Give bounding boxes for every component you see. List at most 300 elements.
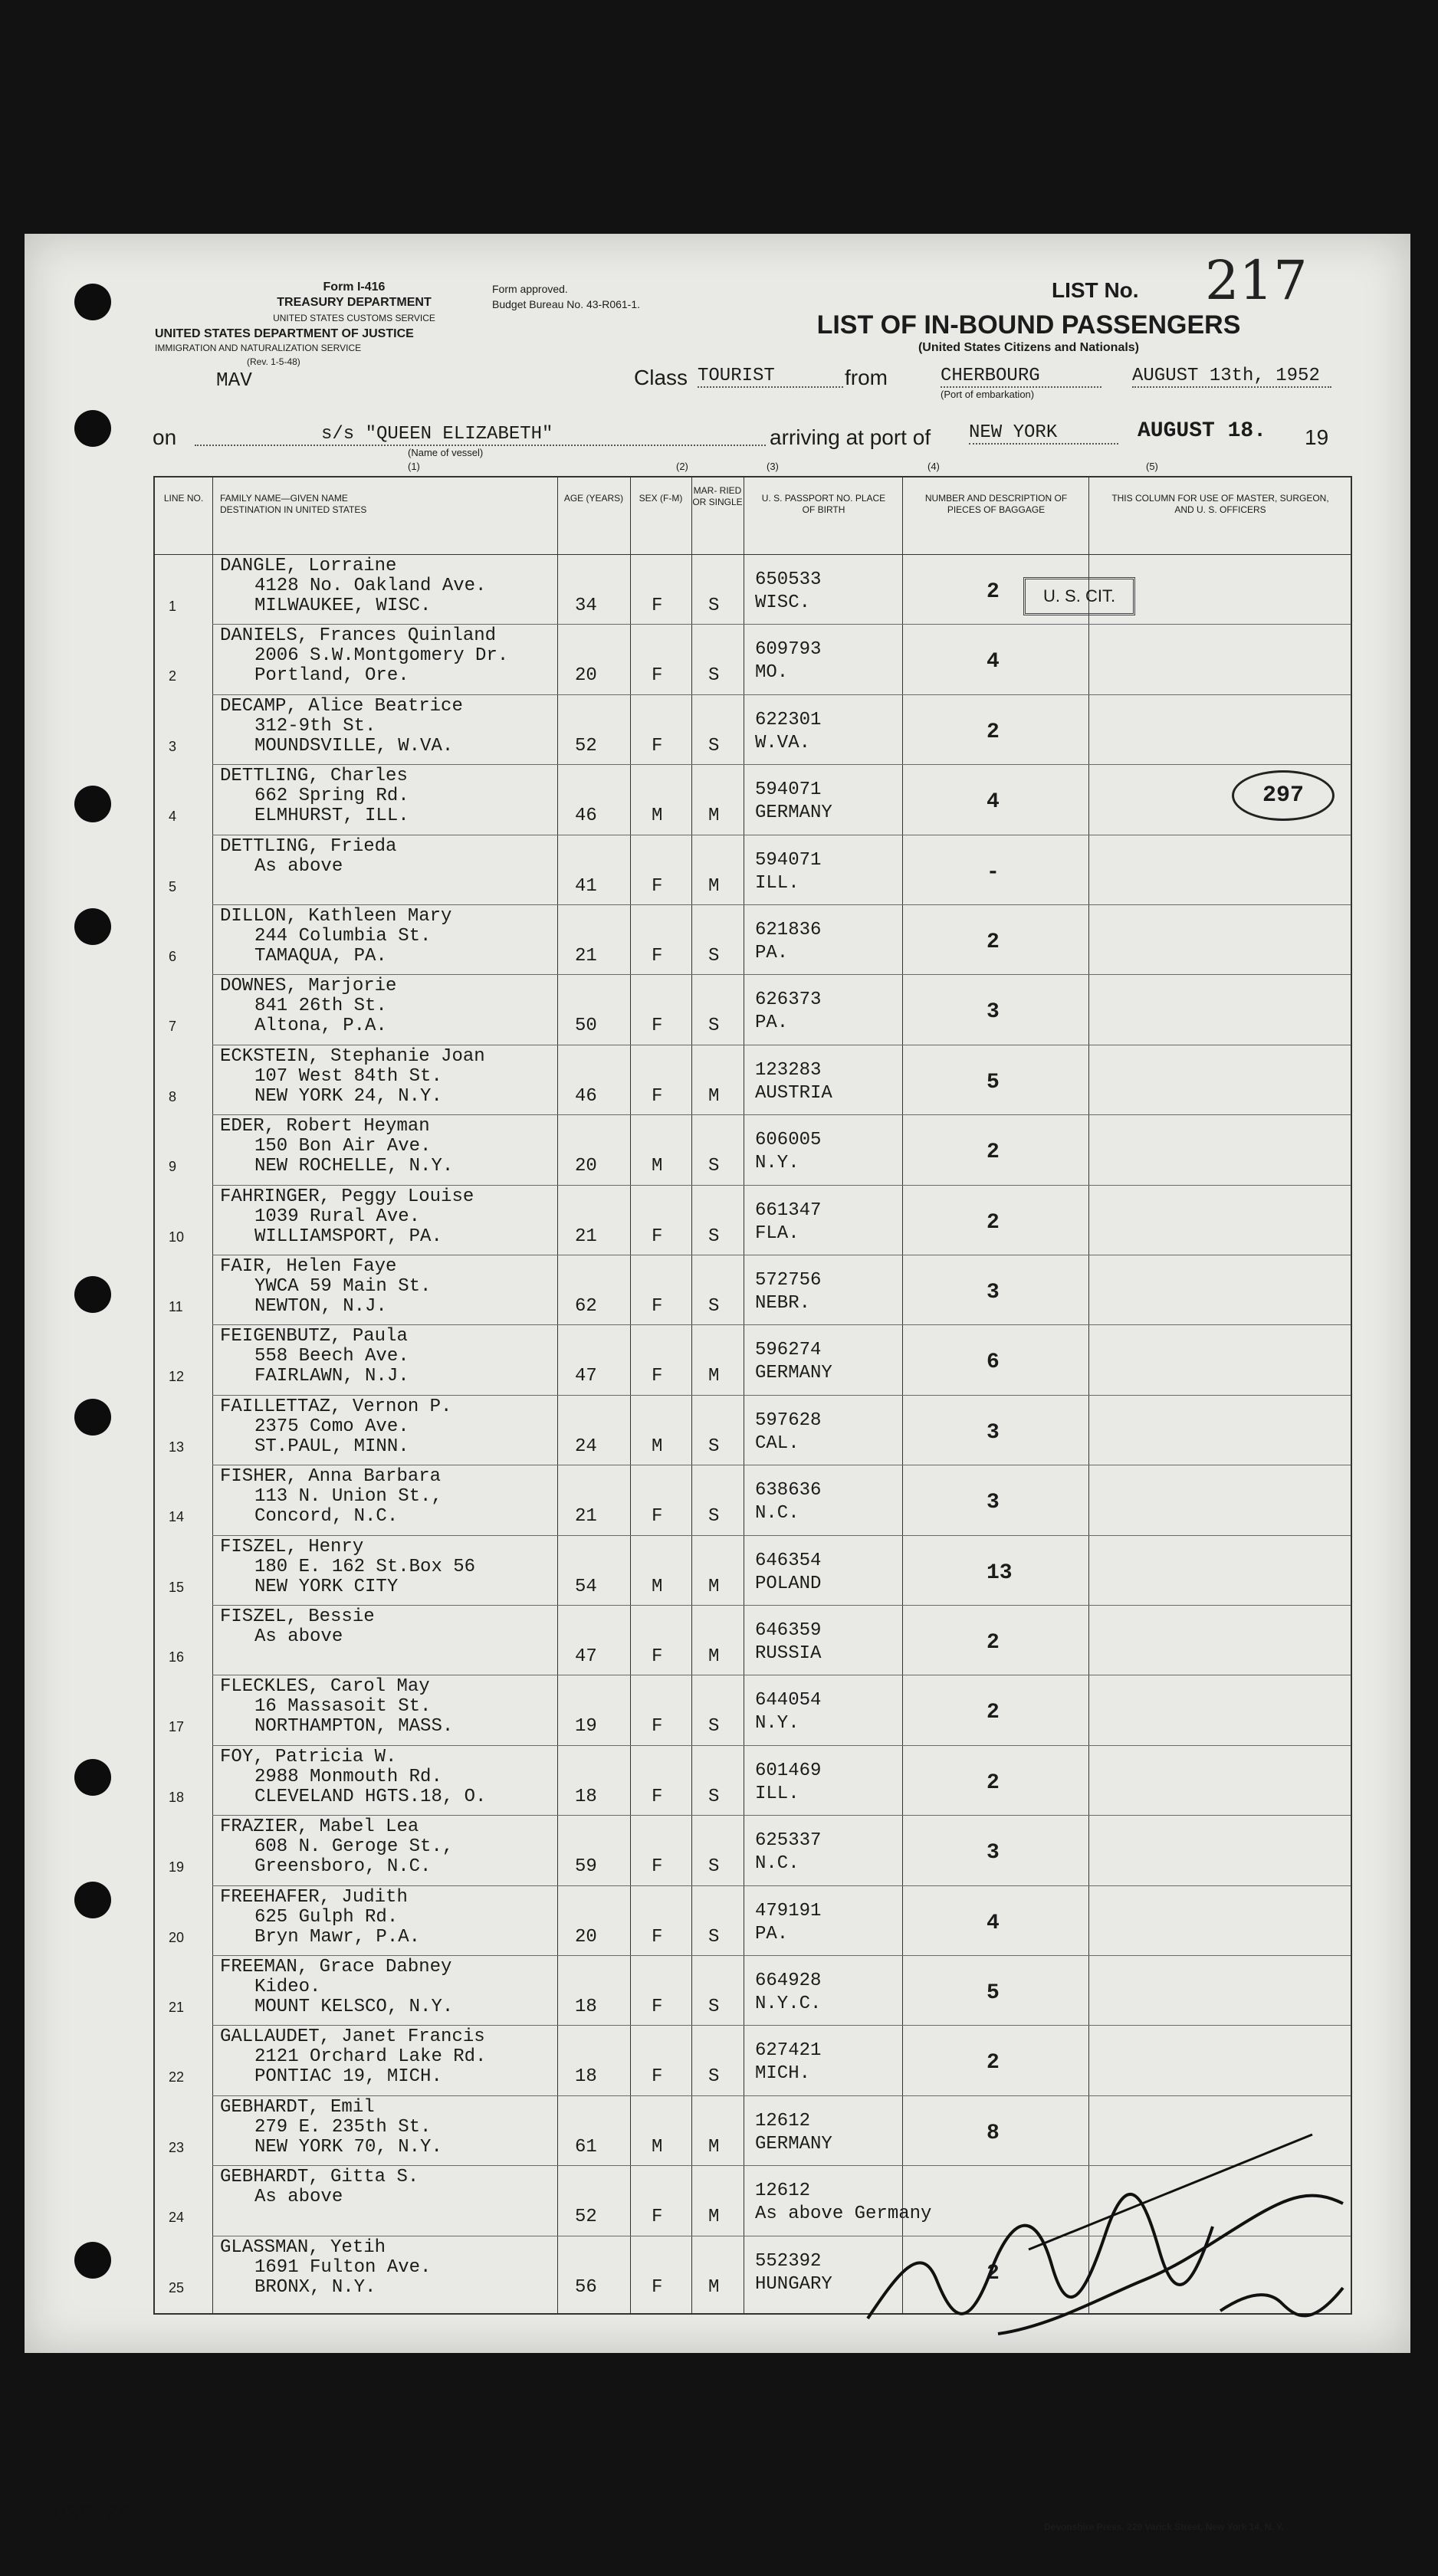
- address-line: 4128 No. Oakland Ave.: [254, 576, 487, 596]
- address-line: 2006 S.W.Montgomery Dr.: [254, 645, 509, 667]
- baggage-count: 4: [987, 1911, 1000, 1935]
- passenger-name: GEBHARDT, Gitta S.: [220, 2167, 419, 2188]
- marital-status: S: [708, 1436, 720, 1457]
- passenger-name: FLECKLES, Carol May: [220, 1676, 430, 1698]
- line-number: 1: [169, 599, 177, 614]
- age-value: 52: [575, 2207, 597, 2228]
- marital-status: S: [708, 1856, 720, 1878]
- place-of-birth: RUSSIA: [755, 1643, 822, 1664]
- passenger-name: FOY, Patricia W.: [220, 1746, 397, 1767]
- sex-value: F: [652, 946, 663, 966]
- place-of-birth: GERMANY: [755, 2133, 832, 2154]
- line-number: 17: [169, 1719, 185, 1735]
- marital-status: S: [708, 1156, 720, 1177]
- age-value: 21: [575, 1506, 597, 1528]
- baggage-count: 3: [987, 1841, 1000, 1866]
- marital-status: S: [708, 1506, 720, 1528]
- arrival-port: NEW YORK: [969, 422, 1118, 445]
- baggage-count: 13: [987, 1560, 1013, 1585]
- city-line: Greensboro, N.C.: [254, 1856, 432, 1878]
- age-value: 20: [575, 1156, 597, 1177]
- passport-number: 626373: [755, 989, 822, 1011]
- table-row: [155, 1465, 1351, 1534]
- table-row: [155, 1745, 1351, 1815]
- marital-status: S: [708, 1926, 720, 1948]
- age-value: 18: [575, 1786, 597, 1807]
- address-line: 841 26th St.: [254, 996, 387, 1017]
- table-row: [155, 1114, 1351, 1184]
- place-of-birth: N.Y.: [755, 1713, 799, 1734]
- marital-status: M: [708, 2276, 720, 2298]
- city-line: NEWTON, N.J.: [254, 1296, 387, 1317]
- address-line: 113 N. Union St.,: [254, 1486, 442, 1508]
- passenger-name: EDER, Robert Heyman: [220, 1116, 430, 1137]
- place-of-birth: PA.: [755, 1012, 789, 1034]
- baggage-count: 2: [987, 580, 1000, 604]
- passport-number: 12612: [755, 2110, 811, 2131]
- baggage-count: 2: [987, 930, 1000, 954]
- place-of-birth: MO.: [755, 662, 789, 684]
- address-line: 16 Massasoit St.: [254, 1696, 432, 1718]
- age-value: 47: [575, 1646, 597, 1667]
- vessel-caption: (Name of vessel): [408, 447, 484, 458]
- line-number: 11: [169, 1299, 183, 1314]
- age-value: 41: [575, 875, 597, 897]
- table-row: [155, 1185, 1351, 1255]
- city-line: Concord, N.C.: [254, 1506, 399, 1528]
- us-cit-stamp: U. S. CIT.: [1023, 577, 1135, 615]
- age-value: 52: [575, 735, 597, 756]
- place-of-birth: FLA.: [755, 1222, 799, 1244]
- line-number: 9: [169, 1159, 177, 1175]
- place-of-birth: PA.: [755, 1923, 789, 1944]
- passenger-name: ECKSTEIN, Stephanie Joan: [220, 1045, 485, 1067]
- line-number: 14: [169, 1509, 185, 1525]
- address-line: 180 E. 162 St.Box 56: [254, 1556, 476, 1577]
- city-line: NEW ROCHELLE, N.Y.: [254, 1156, 454, 1177]
- place-of-birth: MICH.: [755, 2063, 811, 2085]
- table-row: [155, 835, 1351, 904]
- table-row: [155, 554, 1351, 624]
- document-sheet: [25, 234, 1410, 2532]
- passport-number: 572756: [755, 1270, 822, 1291]
- city-line: Bryn Mawr, P.A.: [254, 1926, 421, 1948]
- punch-hole: [74, 1399, 111, 1436]
- city-line: NEW YORK 24, N.Y.: [254, 1085, 442, 1107]
- punch-hole: [74, 1882, 111, 1918]
- city-line: CLEVELAND HGTS.18, O.: [254, 1786, 487, 1807]
- printer-imprint: Devonshire Press, 229 Varick Street, New York 14, N. Y.: [1044, 2522, 1284, 2532]
- age-value: 21: [575, 946, 597, 966]
- arrival-date: AUGUST 18.: [1138, 419, 1267, 443]
- baggage-count: 5: [987, 1070, 1000, 1094]
- place-of-birth: N.C.: [755, 1853, 799, 1875]
- col-header-married: MAR- RIED OR SINGLE: [692, 485, 743, 507]
- baggage-count: 3: [987, 1420, 1000, 1445]
- sex-value: F: [652, 1646, 663, 1667]
- line-number: 22: [169, 2069, 185, 2085]
- table-row: [155, 2025, 1351, 2095]
- line-number: 23: [169, 2139, 185, 2155]
- sex-value: F: [652, 1716, 663, 1738]
- marital-status: S: [708, 1226, 720, 1247]
- line-number: 20: [169, 1929, 185, 1945]
- passenger-name: FREEHAFER, Judith: [220, 1886, 408, 1908]
- passport-number: 594071: [755, 849, 822, 871]
- city-line: NEW YORK 70, N.Y.: [254, 2136, 442, 2158]
- age-value: 54: [575, 1576, 597, 1597]
- form-approved: Form approved. Budget Bureau No. 43-R061-1.: [492, 283, 641, 310]
- address-line: 608 N. Geroge St.,: [254, 1836, 454, 1858]
- address-line: 2988 Monmouth Rd.: [254, 1766, 442, 1787]
- passenger-name: FAHRINGER, Peggy Louise: [220, 1186, 474, 1207]
- baggage-count: 2: [987, 2261, 1000, 2286]
- list-no-label: LIST No.: [1052, 278, 1139, 302]
- address-line: As above: [254, 855, 343, 877]
- marital-status: M: [708, 1366, 720, 1387]
- marital-status: S: [708, 946, 720, 966]
- list-no-value: 217: [1205, 249, 1308, 312]
- passport-number: 123283: [755, 1059, 822, 1081]
- address-line: 107 West 84th St.: [254, 1065, 442, 1087]
- city-line: MOUNDSVILLE, W.VA.: [254, 735, 454, 756]
- vessel-name: s/s "QUEEN ELIZABETH": [195, 424, 766, 446]
- age-value: 56: [575, 2276, 597, 2298]
- city-line: TAMAQUA, PA.: [254, 946, 387, 966]
- table-row: [155, 1535, 1351, 1605]
- age-value: 46: [575, 1085, 597, 1107]
- line-number: 16: [169, 1649, 185, 1665]
- signature-scribble: [852, 2104, 1389, 2349]
- line-number: 3: [169, 738, 177, 754]
- passenger-name: FISZEL, Bessie: [220, 1606, 375, 1627]
- age-value: 20: [575, 665, 597, 687]
- place-of-birth: GERMANY: [755, 1363, 832, 1384]
- baggage-count: 3: [987, 1281, 1000, 1304]
- passport-number: 625337: [755, 1830, 822, 1852]
- age-value: 34: [575, 596, 597, 616]
- from-value: CHERBOURG: [941, 366, 1101, 388]
- address-line: 662 Spring Rd.: [254, 786, 409, 807]
- sex-value: F: [652, 1296, 663, 1317]
- sex-value: F: [652, 596, 663, 616]
- sex-value: F: [652, 1085, 663, 1107]
- passenger-name: DOWNES, Marjorie: [220, 976, 397, 997]
- passenger-name: DANIELS, Frances Quinland: [220, 625, 497, 647]
- marital-status: S: [708, 1997, 720, 2017]
- sex-value: F: [652, 1226, 663, 1247]
- punch-hole: [74, 1276, 111, 1313]
- sex-value: F: [652, 1856, 663, 1878]
- place-of-birth: PA.: [755, 943, 789, 963]
- line-number: 21: [169, 2000, 185, 2015]
- sex-value: F: [652, 1786, 663, 1807]
- usc-mark: USC.25.: [54, 2502, 144, 2526]
- punch-hole: [74, 908, 111, 945]
- passenger-name: DILLON, Kathleen Mary: [220, 906, 452, 927]
- col-header-name: FAMILY NAME—GIVEN NAME DESTINATION IN UNITED STATES: [220, 493, 367, 515]
- passenger-name: FISZEL, Henry: [220, 1536, 364, 1557]
- marital-status: S: [708, 735, 720, 756]
- address-line: 1691 Fulton Ave.: [254, 2256, 432, 2278]
- line-number: 8: [169, 1088, 177, 1104]
- passport-number: 479191: [755, 1900, 822, 1921]
- table-row: [155, 1395, 1351, 1465]
- table-row: [155, 974, 1351, 1044]
- age-value: 24: [575, 1436, 597, 1457]
- marital-status: S: [708, 1016, 720, 1037]
- table-row: [155, 1815, 1351, 1885]
- place-of-birth: HUNGARY: [755, 2273, 832, 2295]
- sex-value: F: [652, 2066, 663, 2088]
- punch-hole: [74, 1759, 111, 1796]
- table-row: [155, 1675, 1351, 1744]
- handwritten-mark: MAV: [216, 369, 252, 392]
- passport-number: 622301: [755, 709, 822, 730]
- table-row: [155, 1045, 1351, 1114]
- marital-status: M: [708, 1576, 720, 1597]
- place-of-birth: As above Germany: [755, 2204, 932, 2225]
- passport-number: 596274: [755, 1340, 822, 1361]
- age-value: 59: [575, 1856, 597, 1878]
- baggage-count: 5: [987, 1981, 1000, 2005]
- sex-value: F: [652, 2207, 663, 2228]
- passenger-name: GLASSMAN, Yetih: [220, 2236, 386, 2258]
- table-row: [155, 1605, 1351, 1675]
- passport-number: 621836: [755, 920, 822, 940]
- passport-number: 650533: [755, 569, 822, 590]
- address-line: 150 Bon Air Ave.: [254, 1136, 432, 1157]
- address-line: Kideo.: [254, 1977, 321, 1997]
- baggage-count: 2: [987, 720, 1000, 744]
- place-of-birth: W.VA.: [755, 732, 811, 753]
- age-value: 18: [575, 2066, 597, 2088]
- baggage-count: 2: [987, 1631, 1000, 1655]
- marital-status: M: [708, 2136, 720, 2158]
- passenger-name: DANGLE, Lorraine: [220, 556, 397, 576]
- col-header-baggage: NUMBER AND DESCRIPTION OF PIECES OF BAGGAGE: [924, 493, 1068, 515]
- baggage-count: 2: [987, 1210, 1000, 1235]
- line-number: 15: [169, 1579, 185, 1595]
- table-row: [155, 1955, 1351, 2025]
- col-header-officers: THIS COLUMN FOR USE OF MASTER, SURGEON, AND U. S. OFFICERS: [1111, 493, 1329, 515]
- baggage-count: 4: [987, 650, 1000, 674]
- passenger-name: FAIR, Helen Faye: [220, 1256, 397, 1277]
- address-line: 625 Gulph Rd.: [254, 1906, 399, 1928]
- passenger-name: FEIGENBUTZ, Paula: [220, 1326, 408, 1347]
- place-of-birth: WISC.: [755, 592, 811, 613]
- sex-value: M: [652, 1576, 663, 1597]
- address-line: 279 E. 235th St.: [254, 2116, 432, 2138]
- table-row: [155, 694, 1351, 764]
- baggage-count: 3: [987, 1000, 1000, 1025]
- city-line: MILWAUKEE, WISC.: [254, 596, 432, 616]
- address-line: 244 Columbia St.: [254, 926, 432, 947]
- city-line: Portland, Ore.: [254, 665, 409, 687]
- marital-status: S: [708, 1716, 720, 1738]
- passport-number: 627421: [755, 2040, 822, 2062]
- passport-number: 606005: [755, 1130, 822, 1151]
- passport-number: 609793: [755, 639, 822, 661]
- line-number: 25: [169, 2279, 185, 2295]
- passport-number: 664928: [755, 1971, 822, 1991]
- sex-value: F: [652, 665, 663, 687]
- place-of-birth: N.Y.C.: [755, 1994, 822, 2014]
- table-row: [155, 624, 1351, 694]
- line-number: 13: [169, 1439, 185, 1455]
- table-row: [155, 1324, 1351, 1394]
- passport-number: 646359: [755, 1620, 822, 1641]
- line-number: 4: [169, 809, 177, 825]
- col-num-4: (4): [927, 461, 940, 472]
- place-of-birth: ILL.: [755, 1783, 799, 1804]
- city-line: NORTHAMPTON, MASS.: [254, 1716, 454, 1738]
- punch-hole: [74, 410, 111, 447]
- form-identifier: Form I-416 TREASURY DEPARTMENT UNITED STATES CUSTOMS SERVICE: [273, 281, 435, 323]
- table-row: [155, 1255, 1351, 1324]
- passport-number: 601469: [755, 1760, 822, 1781]
- punch-hole: [74, 284, 111, 320]
- sex-value: F: [652, 1506, 663, 1528]
- marital-status: M: [708, 875, 720, 897]
- passenger-table: [153, 476, 1352, 2315]
- from-label: from: [845, 366, 888, 389]
- address-line: YWCA 59 Main St.: [254, 1276, 432, 1297]
- page-subtitle: (United States Citizens and Nationals): [918, 341, 1140, 354]
- sex-value: F: [652, 2276, 663, 2298]
- baggage-count: 8: [987, 2121, 1000, 2145]
- city-line: NEW YORK CITY: [254, 1576, 399, 1597]
- col-header-sex: SEX (F-M): [639, 493, 683, 504]
- line-number: 5: [169, 878, 177, 894]
- port-caption: (Port of embarkation): [941, 389, 1035, 400]
- sex-value: M: [652, 2136, 663, 2158]
- address-line: As above: [254, 2187, 343, 2208]
- sex-value: F: [652, 1016, 663, 1037]
- place-of-birth: NEBR.: [755, 1293, 811, 1314]
- city-line: BRONX, N.Y.: [254, 2276, 376, 2298]
- age-value: 47: [575, 1366, 597, 1387]
- line-number: 2: [169, 668, 177, 684]
- col-num-1: (1): [408, 461, 420, 472]
- passport-number: 646354: [755, 1550, 822, 1571]
- place-of-birth: CAL.: [755, 1432, 799, 1454]
- passenger-name: FREEMAN, Grace Dabney: [220, 1957, 452, 1977]
- place-of-birth: N.Y.: [755, 1153, 799, 1174]
- punch-hole: [74, 2242, 111, 2279]
- sex-value: M: [652, 1156, 663, 1177]
- passenger-name: DETTLING, Frieda: [220, 835, 397, 857]
- year-label: 19: [1305, 425, 1329, 449]
- city-line: Altona, P.A.: [254, 1016, 387, 1037]
- table-row: [155, 904, 1351, 974]
- city-line: FAIRLAWN, N.J.: [254, 1366, 409, 1387]
- city-line: PONTIAC 19, MICH.: [254, 2066, 442, 2088]
- age-value: 18: [575, 1997, 597, 2017]
- col-header-passport: U. S. PASSPORT NO. PLACE OF BIRTH: [761, 493, 886, 515]
- place-of-birth: POLAND: [755, 1573, 822, 1594]
- col-header-age: AGE (YEARS): [563, 493, 624, 504]
- marital-status: M: [708, 1085, 720, 1107]
- baggage-count: 4: [987, 790, 1000, 815]
- passenger-name: FISHER, Anna Barbara: [220, 1466, 442, 1488]
- age-value: 21: [575, 1226, 597, 1247]
- sex-value: F: [652, 875, 663, 897]
- sex-value: F: [652, 735, 663, 756]
- passport-number: 638636: [755, 1480, 822, 1501]
- address-line: 1039 Rural Ave.: [254, 1206, 421, 1227]
- address-line: 312-9th St.: [254, 715, 376, 737]
- passenger-name: DECAMP, Alice Beatrice: [220, 695, 463, 717]
- passport-number: 594071: [755, 779, 822, 801]
- marital-status: S: [708, 665, 720, 687]
- oval-stamp-number: 297: [1232, 770, 1335, 821]
- line-number: 24: [169, 2210, 185, 2226]
- line-number: 18: [169, 1789, 185, 1805]
- marital-status: S: [708, 1786, 720, 1807]
- sex-value: F: [652, 1926, 663, 1948]
- address-line: As above: [254, 1626, 343, 1647]
- passport-number: 597628: [755, 1409, 822, 1431]
- place-of-birth: ILL.: [755, 872, 799, 894]
- passenger-name: GALLAUDET, Janet Francis: [220, 2026, 485, 2048]
- sex-value: M: [652, 1436, 663, 1457]
- marital-status: M: [708, 2207, 720, 2228]
- passenger-name: DETTLING, Charles: [220, 766, 408, 787]
- class-label: Class: [634, 366, 688, 389]
- marital-status: M: [708, 1646, 720, 1667]
- line-number: 19: [169, 1859, 185, 1875]
- city-line: WILLIAMSPORT, PA.: [254, 1226, 442, 1247]
- arriving-label: arriving at port of: [770, 425, 931, 449]
- baggage-count: -: [987, 860, 1000, 884]
- line-number: 12: [169, 1369, 185, 1385]
- city-line: MOUNT KELSCO, N.Y.: [254, 1997, 454, 2017]
- age-value: 62: [575, 1296, 597, 1317]
- sex-value: M: [652, 806, 663, 827]
- marital-status: M: [708, 806, 720, 827]
- address-line: 558 Beech Ave.: [254, 1346, 409, 1367]
- class-value: TOURIST: [698, 366, 843, 388]
- departure-date: AUGUST 13th, 1952: [1132, 366, 1331, 388]
- line-number: 6: [169, 949, 177, 964]
- city-line: ELMHURST, ILL.: [254, 806, 409, 827]
- passenger-name: FRAZIER, Mabel Lea: [220, 1816, 419, 1838]
- address-line: 2375 Como Ave.: [254, 1416, 409, 1437]
- baggage-count: 2: [987, 2051, 1000, 2076]
- passenger-name: GEBHARDT, Emil: [220, 2096, 375, 2118]
- baggage-count: 6: [987, 1350, 1000, 1375]
- passenger-name: FAILLETTAZ, Vernon P.: [220, 1396, 452, 1417]
- place-of-birth: GERMANY: [755, 802, 832, 824]
- age-value: 50: [575, 1016, 597, 1037]
- passport-number: 12612: [755, 2181, 811, 2202]
- baggage-count: 2: [987, 1770, 1000, 1795]
- baggage-count: 2: [987, 1140, 1000, 1165]
- col-num-2: (2): [676, 461, 688, 472]
- baggage-count: 2: [987, 1701, 1000, 1725]
- page-title: LIST OF IN-BOUND PASSENGERS: [816, 310, 1241, 340]
- marital-status: S: [708, 1296, 720, 1317]
- marital-status: S: [708, 2066, 720, 2088]
- punch-hole: [74, 786, 111, 822]
- baggage-count: 3: [987, 1491, 1000, 1515]
- col-num-3: (3): [767, 461, 779, 472]
- passport-number: 644054: [755, 1690, 822, 1711]
- on-label: on: [153, 425, 177, 449]
- sex-value: F: [652, 1997, 663, 2017]
- marital-status: S: [708, 596, 720, 616]
